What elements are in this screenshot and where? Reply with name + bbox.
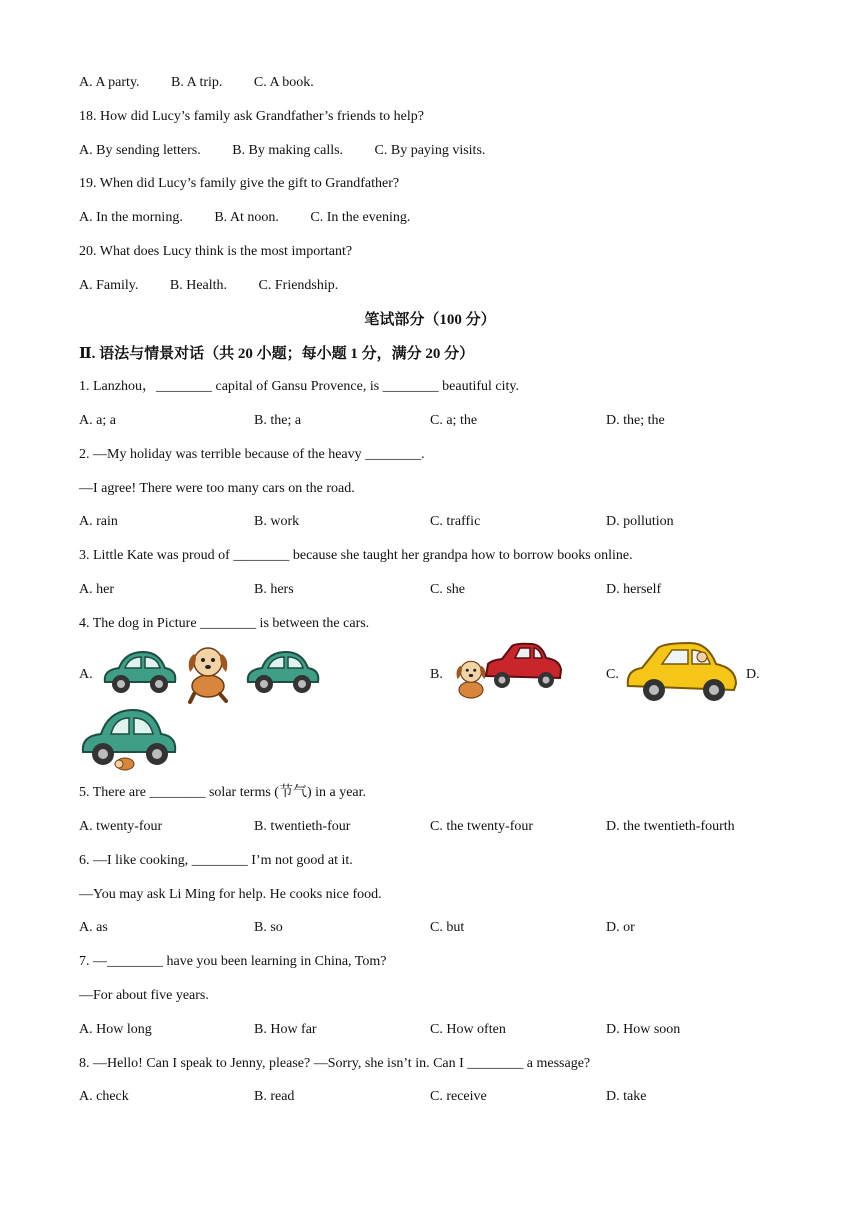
q4-option-a: A. [79,667,93,682]
q4-option-c: C. [606,667,619,682]
q3-option-b: B. hers [254,582,294,597]
q19-stem: 19. When did Lucy’s family give the gift to Grandfather? [79,176,400,191]
q18-option-c: C. By paying visits. [374,143,486,158]
q6-reply: —You may ask Li Ming for help. He cooks nice food. [79,887,382,902]
picture-c-yellow-car-with-dog [624,640,740,706]
q6-option-c: C. but [430,920,465,935]
q20-options [79,277,366,295]
q6-stem: 6. —I like cooking, ________ I’m not good at it. [79,853,353,868]
q18-option-b: B. By making calls. [232,143,344,158]
q5-option-c: C. the twenty-four [430,819,534,834]
q1-option-b: B. the; a [254,413,302,428]
q4-stem: 4. The dog in Picture ________ is between the cars. [79,616,370,631]
q2-option-c: C. traffic [430,514,481,529]
q18-stem: 18. How did Lucy’s family ask Grandfather’s friends to help? [79,109,424,124]
q7-reply: —For about five years. [79,988,209,1003]
q2-option-a: A. rain [79,514,118,529]
q3-option-c: C. she [430,582,465,597]
q1-option-c: C. a; the [430,413,478,428]
q8-option-b: B. read [254,1089,295,1104]
q19-option-b: B. At noon. [214,210,279,225]
q5-option-b: B. twentieth-four [254,819,351,834]
q2-stem: 2. —My holiday was terrible because of the heavy ________. [79,447,425,462]
written-part-title: 笔试部分（100 分） [364,312,496,328]
q6-option-b: B. so [254,920,283,935]
q4-option-b: B. [430,667,443,682]
q17-options [79,74,342,92]
q17-option-a: A. A party. [79,75,140,90]
q2-option-d: D. pollution [606,514,674,529]
q19-options [79,209,438,227]
q3-option-d: D. herself [606,582,662,597]
q1-option-a: A. a; a [79,413,116,428]
q5-option-a: A. twenty-four [79,819,163,834]
q8-stem: 8. —Hello! Can I speak to Jenny, please? —Sorry, she isn’t in. Can I ________ a message? [79,1056,591,1071]
q7-option-d: D. How soon [606,1022,681,1037]
q8-option-a: A. check [79,1089,129,1104]
q20-stem: 20. What does Lucy think is the most important? [79,244,353,259]
picture-b-red-car [482,640,564,692]
q7-stem: 7. —________ have you been learning in China, Tom? [79,954,387,969]
q6-option-a: A. as [79,920,108,935]
q5-stem: 5. There are ________ solar terms (节气) in a year. [79,785,367,800]
picture-a-green-car-left [99,648,179,696]
q18-option-a: A. By sending letters. [79,143,201,158]
q18-options [79,142,513,160]
q17-option-c: C. A book. [253,75,314,90]
q20-option-b: B. Health. [169,278,228,293]
q8-option-c: C. receive [430,1089,487,1104]
q19-option-a: A. In the morning. [79,210,183,225]
q7-option-b: B. How far [254,1022,317,1037]
q5-option-d: D. the twentieth-fourth [606,819,735,834]
q7-option-c: C. How often [430,1022,506,1037]
picture-a-green-car-right [242,648,322,696]
picture-d-green-car-with-dog-under [79,706,179,776]
q2-option-b: B. work [254,514,300,529]
q20-option-c: C. Friendship. [258,278,339,293]
q3-option-a: A. her [79,582,114,597]
section-2-title: Ⅱ. 语法与情景对话（共 20 小题；每小题 1 分，满分 20 分） [79,346,475,362]
q6-option-d: D. or [606,920,635,935]
q1-option-d: D. the; the [606,413,665,428]
q20-option-a: A. Family. [79,278,139,293]
q2-reply: —I agree! There were too many cars on the road. [79,481,355,496]
q8-option-d: D. take [606,1089,647,1104]
q4-option-d: D. [746,667,760,682]
picture-a-dog [180,642,236,704]
q3-stem: 3. Little Kate was proud of ________ because she taught her grandpa how to borrow books online. [79,548,633,563]
q1-stem: 1. Lanzhou，________ capital of Gansu Provence, is ________ beautiful city. [79,379,519,394]
q7-option-a: A. How long [79,1022,152,1037]
q19-option-c: C. In the evening. [310,210,411,225]
q17-option-b: B. A trip. [171,75,223,90]
